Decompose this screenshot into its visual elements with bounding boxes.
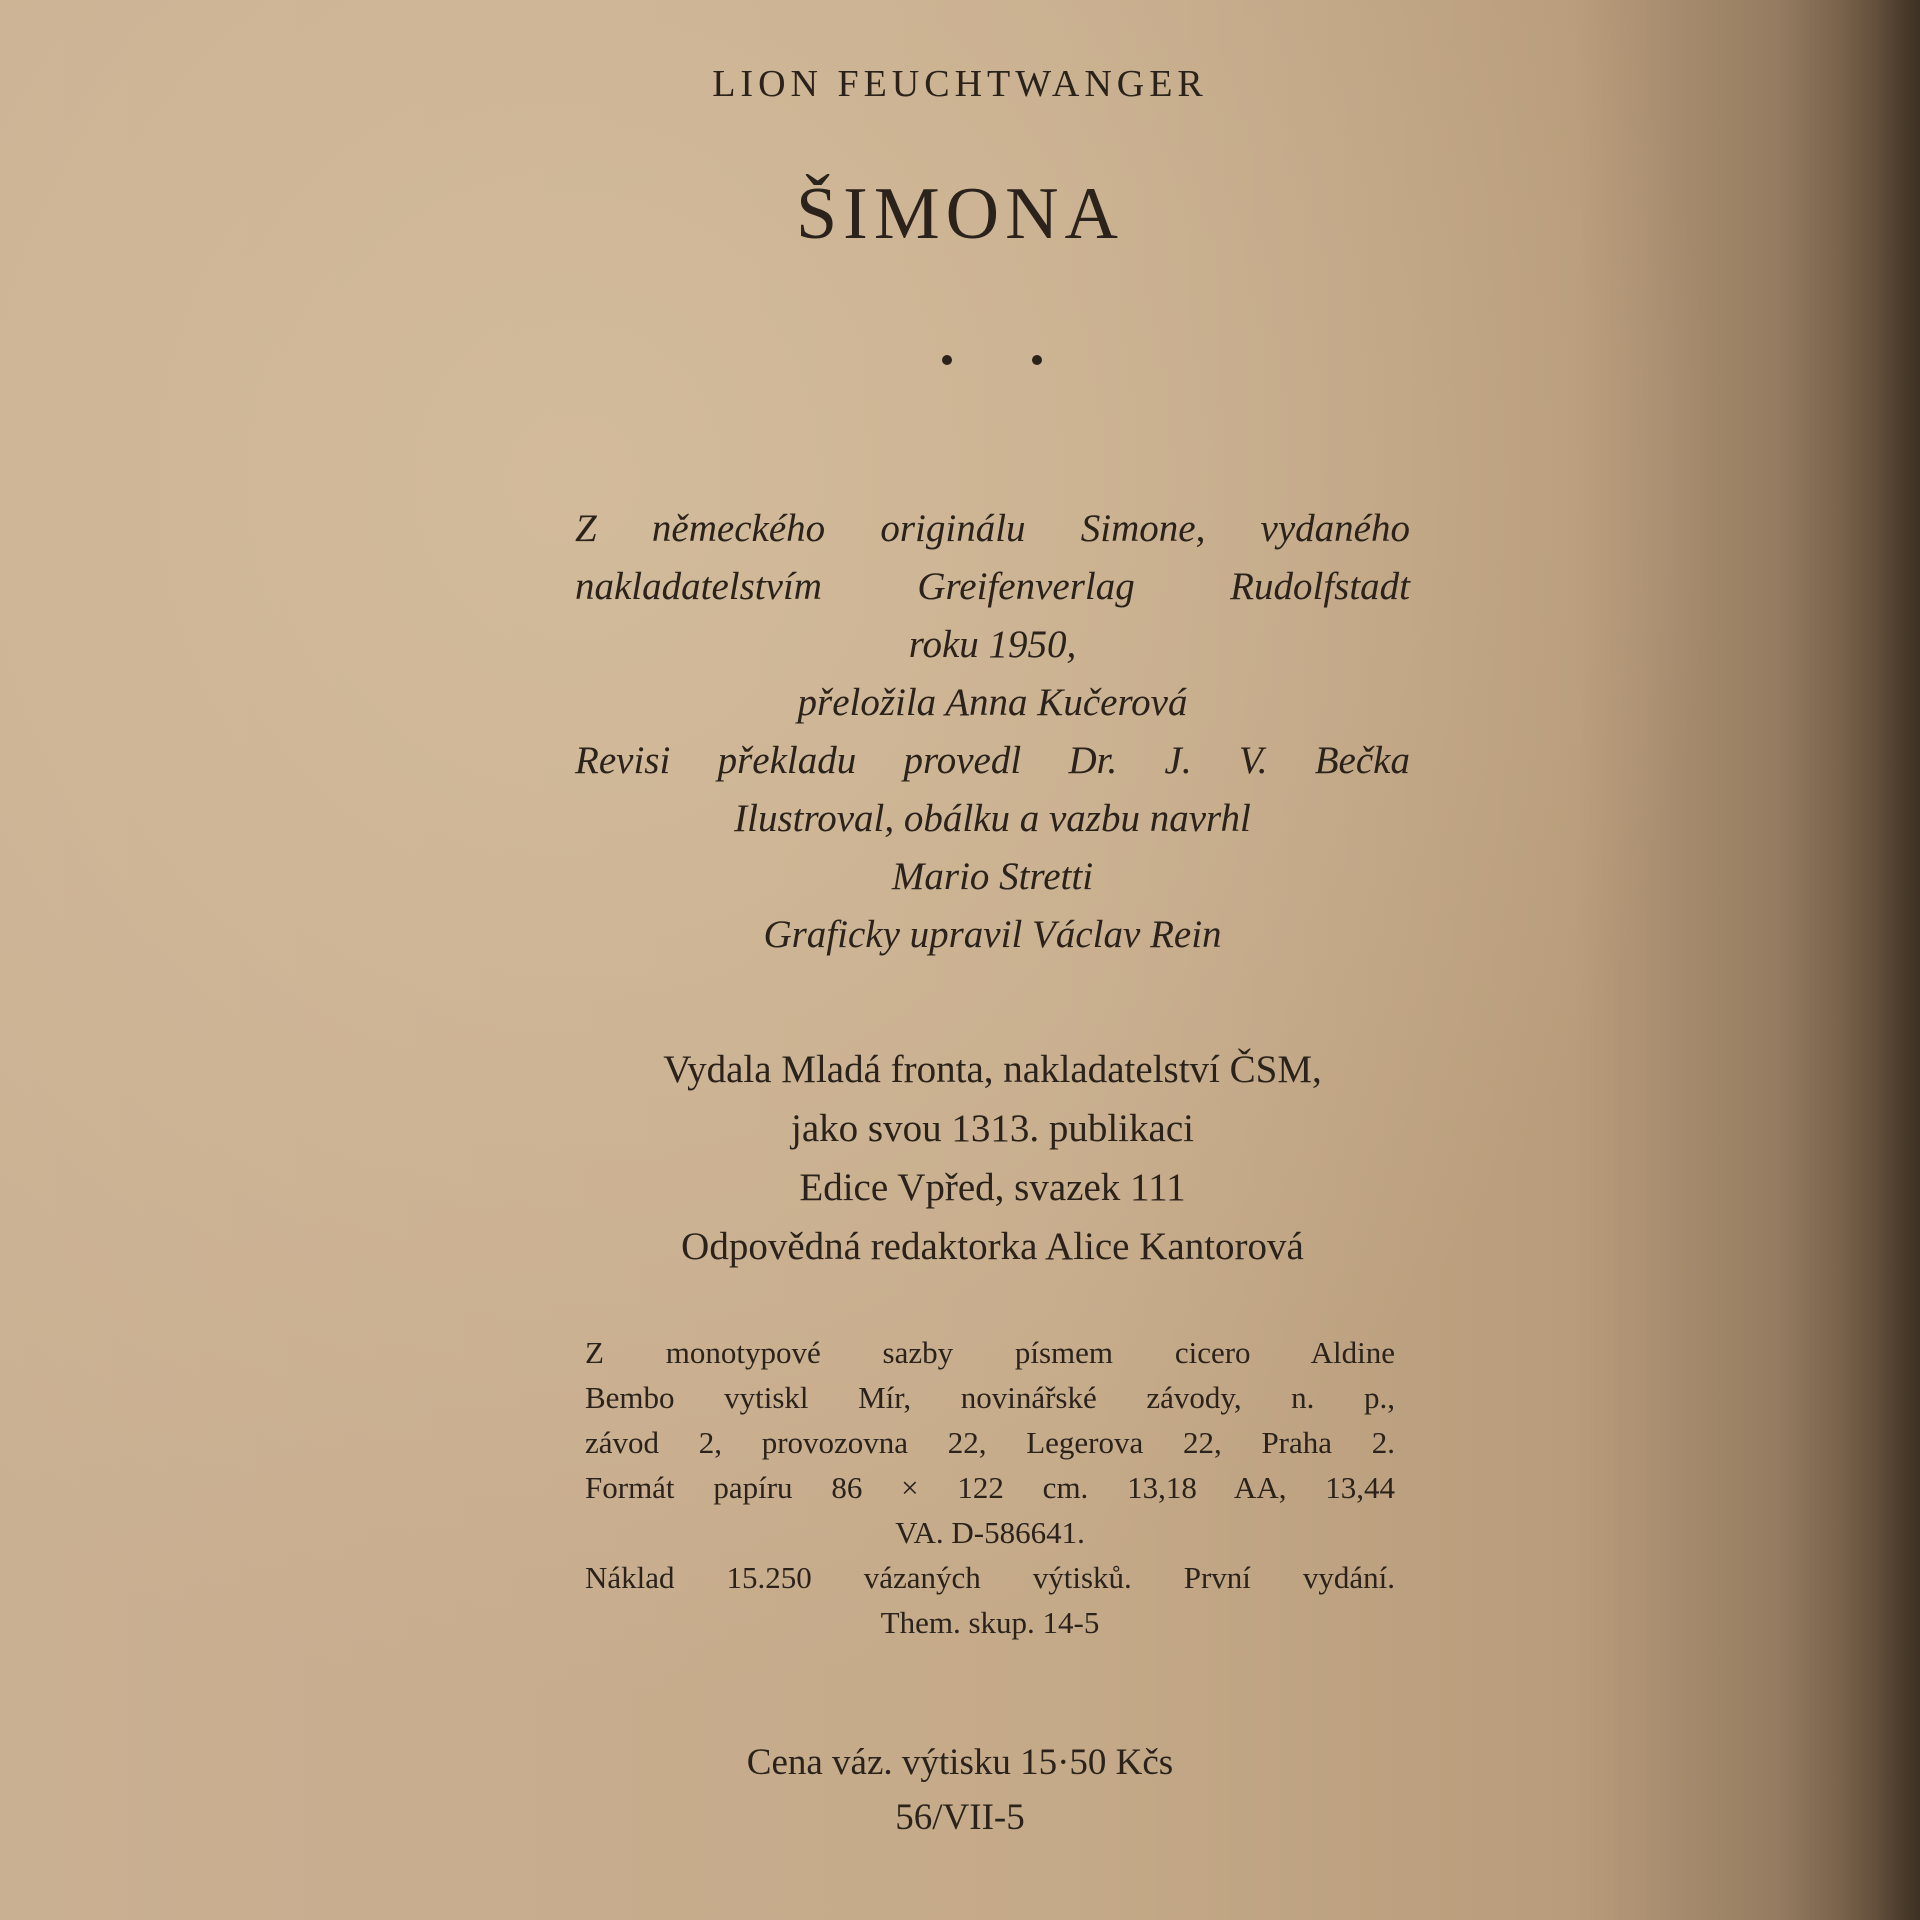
translation-credits bbox=[575, 500, 1410, 964]
publisher-line: Odpovědná redaktorka Alice Kantorová bbox=[681, 1225, 1304, 1268]
publisher-line: Edice Vpřed, svazek 111 bbox=[799, 1166, 1186, 1209]
author-name: LION FEUCHTWANGER bbox=[712, 63, 1208, 105]
printing-line: VA. D-586641. bbox=[895, 1515, 1085, 1550]
printing-line: Bembo vytiskl Mír, novinářské závody, n. p., bbox=[585, 1380, 1395, 1415]
price-info bbox=[0, 1735, 1920, 1845]
publisher-info bbox=[575, 1040, 1410, 1276]
credits-line: Ilustroval, obálku a vazbu navrhl bbox=[734, 797, 1251, 840]
printing-line: Them. skup. 14-5 bbox=[880, 1605, 1100, 1640]
ornament-dot bbox=[942, 355, 952, 365]
credits-line: Graficky upravil Václav Rein bbox=[763, 913, 1222, 956]
credits-line: roku 1950, bbox=[908, 623, 1077, 666]
publisher-line: jako svou 1313. publikaci bbox=[791, 1107, 1194, 1150]
price-line: Cena váz. výtisku 15·50 Kčs bbox=[746, 1742, 1174, 1783]
credits-line: přeložila Anna Kučerová bbox=[797, 681, 1188, 724]
credits-line: Z německého originálu Simone, vydaného bbox=[575, 507, 1410, 550]
printing-line: Náklad 15.250 vázaných výtisků. První vydání. bbox=[585, 1560, 1395, 1595]
printing-line: Z monotypové sazby písmem cicero Aldine bbox=[585, 1335, 1395, 1370]
printing-colophon bbox=[585, 1330, 1395, 1645]
ornament-dot bbox=[1032, 355, 1042, 365]
page-edge-shadow bbox=[1780, 0, 1920, 1920]
catalog-number: 56/VII-5 bbox=[895, 1797, 1025, 1838]
credits-line: nakladatelstvím Greifenverlag Rudolfstadt bbox=[575, 565, 1410, 608]
printing-line: závod 2, provozovna 22, Legerova 22, Praha 2. bbox=[585, 1425, 1395, 1460]
publisher-line: Vydala Mladá fronta, nakladatelství ČSM, bbox=[663, 1048, 1322, 1091]
credits-line: Mario Stretti bbox=[891, 855, 1094, 898]
credits-line: Revisi překladu provedl Dr. J. V. Bečka bbox=[575, 739, 1410, 782]
book-title: ŠIMONA bbox=[796, 173, 1124, 255]
ornament-dots bbox=[0, 355, 1920, 375]
printing-line: Formát papíru 86 × 122 cm. 13,18 AA, 13,44 bbox=[585, 1470, 1395, 1505]
